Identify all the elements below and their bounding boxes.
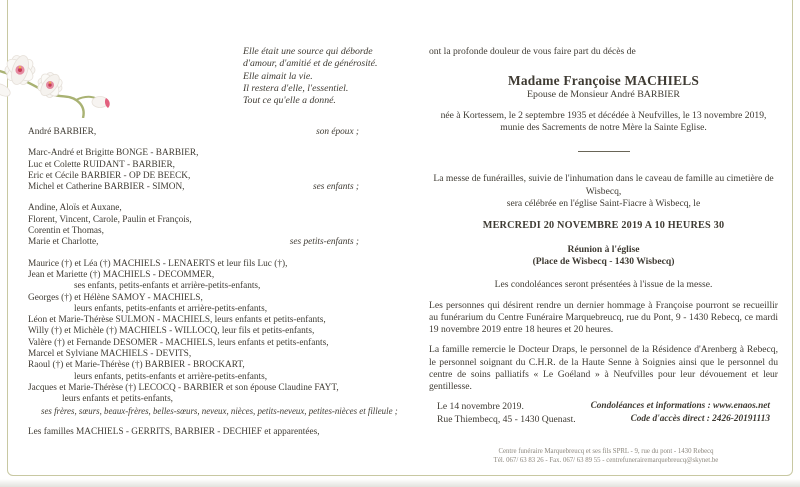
family-line <box>28 215 359 226</box>
birth-death-line2: munie des Sacrements de notre Mère la Sainte Eglise. <box>500 122 707 134</box>
family-line-text: André BARBIER, <box>28 127 97 137</box>
family-line <box>28 293 359 304</box>
family-line-text: Eric et Cécile BARBIER - OP DE BEECK, <box>28 170 191 181</box>
family-line <box>28 349 359 360</box>
meeting-line1: Réunion à l'église <box>567 243 640 255</box>
family-line-text: Les familles MACHIELS - GERRITS, BARBIER - DECHIEF et apparentées, <box>28 426 320 437</box>
family-line-text: Jean et Mariette (†) MACHIELS - DECOMMER, <box>28 269 215 280</box>
closing-address: Rue Thiembecq, 45 - 1430 Quenast. <box>437 414 576 425</box>
family-line <box>28 372 359 383</box>
family-line <box>28 226 359 237</box>
family-line <box>28 383 359 394</box>
mass-line2: sera célébrée en l'église Saint-Fiacre à Wisbecq, le <box>506 198 701 210</box>
announcement-column <box>429 46 778 394</box>
family-list <box>28 127 398 438</box>
family-line-text: Andine, Aloïs et Auxane, <box>28 203 122 214</box>
family-line-text: leurs enfants et petits-enfants, <box>62 394 174 405</box>
family-line <box>28 405 398 417</box>
family-line <box>28 394 359 405</box>
quote-line: d'amour, d'amitié et de générosité. <box>243 58 378 70</box>
relation-label: ses enfants ; <box>313 182 359 193</box>
family-line <box>28 360 359 371</box>
family-line <box>28 203 359 214</box>
footer-contact-line: Tél. 067/ 63 83 26 - Fax. 067/ 63 89 55 - centrefunerairemarquebreucq@skynet.be <box>493 457 719 465</box>
condolences-note: Les condoléances seront présentées à l'issue de la messe. <box>494 279 713 291</box>
family-line <box>28 315 359 326</box>
online-condolences-info <box>591 400 770 426</box>
mass-announcement <box>429 173 778 210</box>
spouse-line: Epouse de Monsieur André BARBIER <box>526 88 681 100</box>
mass-line1: La messe de funérailles, suivie de l'inhumation dans le caveau de famille au cimetière de Wisbecq, <box>433 173 774 197</box>
family-line <box>28 182 359 193</box>
family-line-text: Marcel et Sylviane MACHIELS - DEVITS, <box>28 349 192 360</box>
relation-label: son époux ; <box>316 127 359 137</box>
visitation-paragraph: Les personnes qui désirent rendre un dernier hommage à Françoise pourront se recueillir au funérarium du Centre Funéraire Marquebreucq, rue du Pont, 9 - 1430 Rebecq, ce mardi 19 novembre 2019 entre 18 heures et 20 heures. <box>429 299 778 336</box>
quote-line: Elle était une source qui déborde <box>243 46 373 57</box>
family-line <box>28 338 359 349</box>
family-line-text: Jacques et Marie-Thérèse (†) LECOCQ - BARBIER et son épouse Claudine FAYT, <box>28 382 339 393</box>
family-line <box>28 259 359 270</box>
relation-label: ses petits-enfants ; <box>289 237 359 248</box>
family-line <box>28 127 359 138</box>
quote-line: Elle aimait la vie. <box>243 70 313 82</box>
ceremony-datetime: MERCREDI 20 NOVEMBRE 2019 A 10 HEURES 30 <box>482 220 725 232</box>
closing-date: Le 14 novembre 2019. <box>437 401 524 412</box>
family-line <box>28 304 359 315</box>
family-line-text: Léon et Marie-Thérèse SULMON - MACHIELS, leurs enfants et petits-enfants, <box>28 315 326 326</box>
family-line-text: leurs enfants, petits-enfants et arrière-petits-enfants, <box>74 371 268 382</box>
family-line-text: ses enfants, petits-enfants et arrière-petits-enfants, <box>74 281 261 292</box>
access-code-line: Code d'accès direct : 2426-20191113 <box>630 414 770 424</box>
orchid-flower-left <box>3 53 36 86</box>
family-line-text: Raoul (†) et Marie-Thérèse (†) BARBIER - BROCKART, <box>28 360 245 371</box>
deceased-name: Madame Françoise MACHIELS <box>508 73 699 89</box>
orchid-petal-small <box>0 81 12 99</box>
footer-address-line: Centre funéraire Marquebreucq et ses fils SPRL - 9, rue du pont - 1430 Rebecq <box>498 448 714 455</box>
family-line-text: Marie et Charlotte, <box>28 237 99 248</box>
quote-line: Tout ce qu'elle a donné. <box>243 95 336 107</box>
family-line <box>28 326 359 337</box>
family-line-text: leurs enfants, petits-enfants et arrière-petits-enfants, <box>74 303 268 314</box>
meeting-info <box>429 244 778 269</box>
family-line-text: Corentin et Thomas, <box>28 226 105 237</box>
thanks-paragraph: La famille remercie le Docteur Draps, le personnel de la Résidence d'Arenberg à Rebecq, le personnel soignant du C.H.R. de la Haute Senne à Soignies ainsi que le personnel du centre de soins palliatifs « Le Goéland » à Neufvilles pour leur dévouement et leur gentillesse. <box>429 344 778 393</box>
family-line <box>28 148 359 159</box>
online-info-line: Condoléances et informations : www.enaos.net <box>590 401 770 411</box>
quote-line: Il restera d'elle, l'essentiel. <box>243 82 349 94</box>
family-line-text: Georges (†) et Hélène SAMOY - MACHIELS, <box>28 292 203 303</box>
family-line-text: Luc et Colette RUIDANT - BARBIER, <box>28 159 176 170</box>
scan-bottom-edge <box>0 479 800 487</box>
separator-rule <box>578 151 630 152</box>
orchid-bud <box>92 97 110 109</box>
birth-death-lines <box>429 110 778 135</box>
family-line-text: Maurice (†) et Léa (†) MACHIELS - LENAERTS et leur fils Luc (†), <box>28 258 288 269</box>
family-line <box>28 160 359 171</box>
family-line <box>28 270 359 281</box>
family-line-text: ses frères, sœurs, beaux-frères, belles-sœurs, neveux, nièces, petits-neveux, petites-nièces et filleule ; <box>41 405 398 416</box>
family-line <box>28 281 359 292</box>
closing-date-address <box>437 400 576 426</box>
family-line <box>28 427 359 438</box>
family-line-text: Valère (†) et Fernande DESOMER - MACHIELS, leurs enfants et petits-enfants, <box>28 337 329 348</box>
family-line <box>28 237 359 248</box>
family-line-text: Marc-André et Brigitte BONGE - BARBIER, <box>28 148 199 159</box>
family-line-text: Willy (†) et Michèle (†) MACHIELS - WILLOCQ, leur fils et petits-enfants, <box>28 326 315 337</box>
orchid-image <box>0 28 118 118</box>
announcement-intro: ont la profonde douleur de vous faire part du décès de <box>429 46 636 57</box>
funeral-home-footer <box>420 447 792 465</box>
meeting-line2: (Place de Wisbecq - 1430 Wisbecq) <box>532 255 675 267</box>
family-line <box>28 171 359 182</box>
family-line-text: Florent, Vincent, Carole, Paulin et François, <box>28 214 192 225</box>
birth-death-line1: née à Kortessem, le 2 septembre 1935 et décédée à Neufvilles, le 13 novembre 2019, <box>440 109 767 121</box>
family-line-text: Michel et Catherine BARBIER - SIMON, <box>28 182 185 193</box>
memorial-quote <box>243 46 377 107</box>
